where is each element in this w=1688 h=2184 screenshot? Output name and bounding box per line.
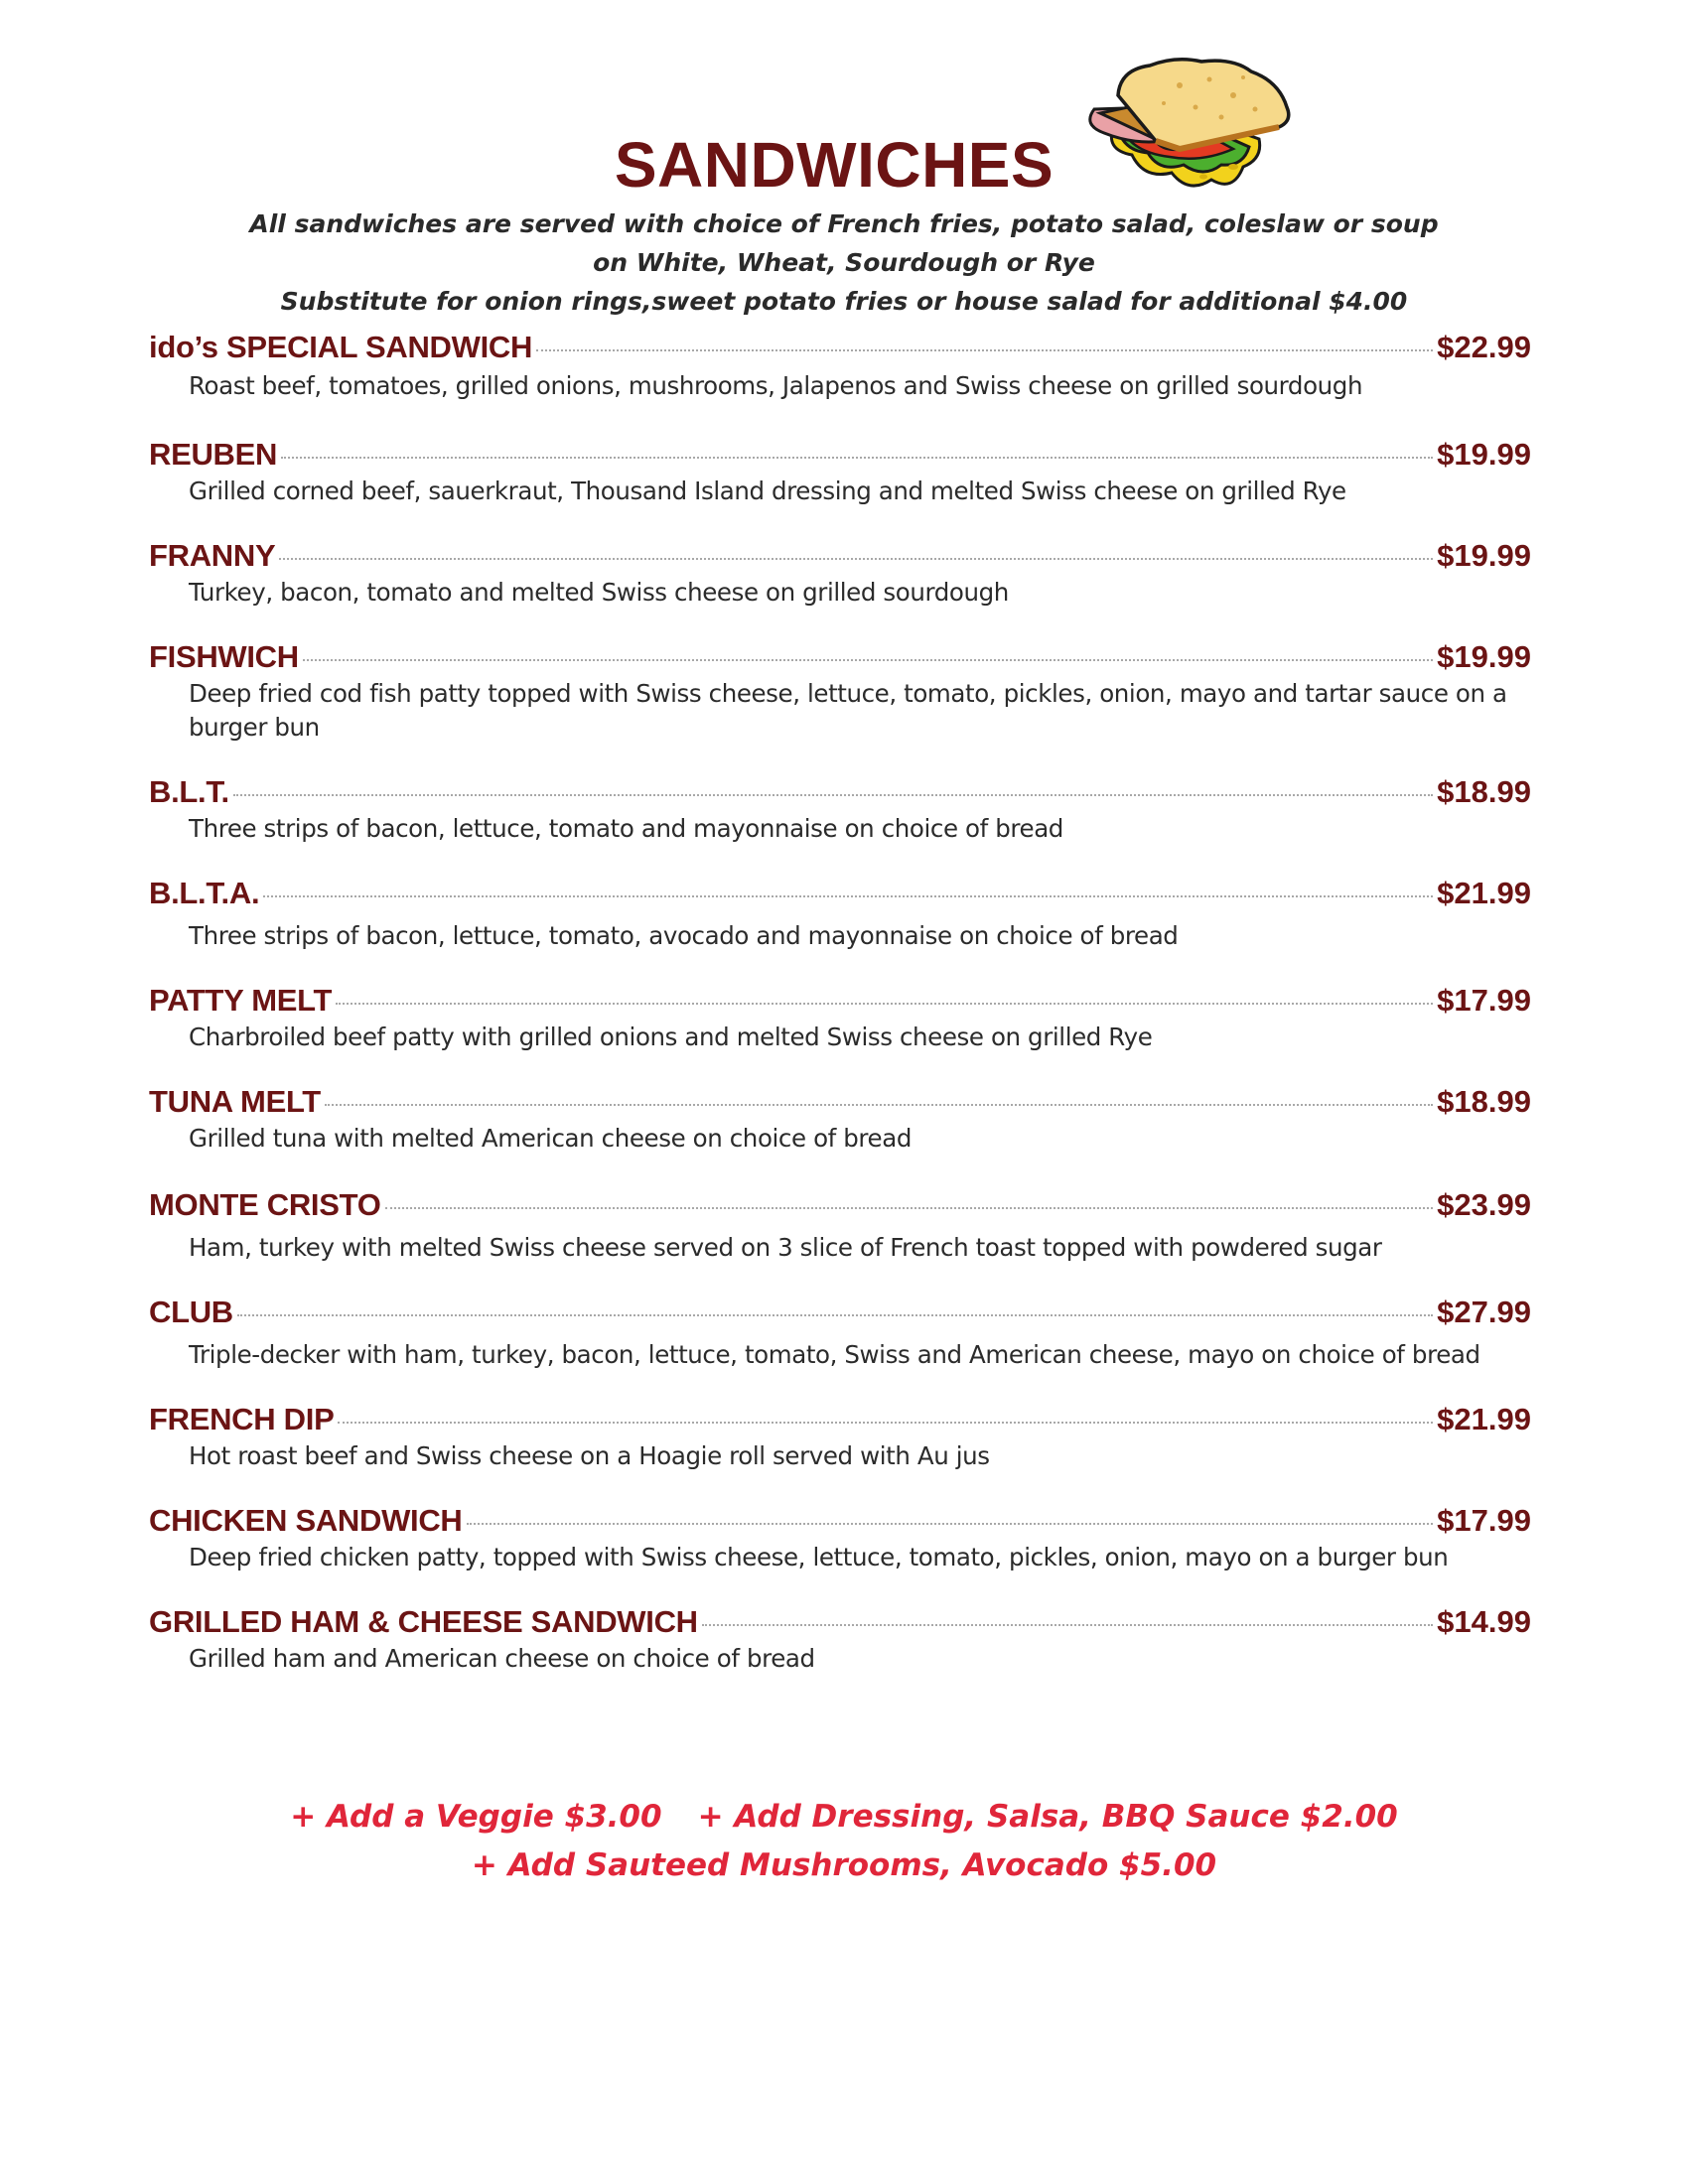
item-price: $22.99: [1437, 330, 1531, 364]
item-name: REUBEN: [149, 437, 278, 472]
item-description: Grilled tuna with melted American cheese on choice of bread: [189, 1124, 912, 1153]
item-name: B.L.T.: [149, 774, 229, 809]
dot-leader: [237, 1314, 1433, 1316]
item-price: $14.99: [1437, 1604, 1531, 1639]
serving-info-line: All sandwiches are served with choice of French fries, potato salad, coleslaw or soup: [249, 209, 1439, 238]
item-name: CLUB: [149, 1295, 233, 1329]
dot-leader: [467, 1523, 1434, 1525]
item-name: GRILLED HAM & CHEESE SANDWICH: [149, 1604, 698, 1639]
item-description: Triple-decker with ham, turkey, bacon, lettuce, tomato, Swiss and American cheese, mayo on choice of bread: [189, 1340, 1480, 1369]
item-name: FISHWICH: [149, 639, 299, 674]
serving-info-line: Substitute for onion rings,sweet potato fries or house salad for additional $4.00: [280, 287, 1408, 316]
item-name: FRANNY: [149, 538, 276, 573]
serving-info-line: on White, Wheat, Sourdough or Rye: [593, 248, 1095, 277]
item-name: CHICKEN SANDWICH: [149, 1503, 463, 1538]
item-price: $21.99: [1437, 876, 1531, 910]
item-name: PATTY MELT: [149, 983, 333, 1018]
item-description: Grilled corned beef, sauerkraut, Thousand Island dressing and melted Swiss cheese on grilled Rye: [189, 477, 1346, 505]
dot-leader: [303, 659, 1433, 661]
item-name: ido’s SPECIAL SANDWICH: [149, 330, 533, 364]
addon-veggie: + Add a Veggie $3.00: [290, 1799, 662, 1835]
dot-leader: [702, 1624, 1433, 1626]
item-description: Three strips of bacon, lettuce, tomato, avocado and mayonnaise on choice of bread: [189, 921, 1179, 950]
dot-leader: [336, 1003, 1433, 1005]
item-description: Charbroiled beef patty with grilled onions and melted Swiss cheese on grilled Rye: [189, 1023, 1153, 1051]
item-name: FRENCH DIP: [149, 1402, 335, 1436]
item-name: TUNA MELT: [149, 1084, 321, 1119]
item-price: $19.99: [1437, 538, 1531, 573]
menu-item: [149, 536, 1531, 610]
item-price: $23.99: [1437, 1187, 1531, 1222]
item-price: $17.99: [1437, 983, 1531, 1018]
sandwich-icon: [1084, 56, 1305, 205]
dot-leader: [263, 895, 1433, 897]
item-name: B.L.T.A.: [149, 876, 260, 910]
menu-item: [149, 328, 1531, 403]
menu-item: [149, 981, 1531, 1054]
item-description: Grilled ham and American cheese on choice of bread: [189, 1644, 815, 1673]
item-description: Turkey, bacon, tomato and melted Swiss cheese on grilled sourdough: [189, 578, 1009, 607]
item-description: Deep fried chicken patty, topped with Swiss cheese, lettuce, tomato, pickles, onion, mayo on a burger bun: [189, 1543, 1449, 1571]
dot-leader: [385, 1207, 1434, 1209]
menu-item: [149, 1501, 1531, 1574]
menu-item: [149, 1293, 1531, 1372]
item-price: $17.99: [1437, 1503, 1531, 1538]
item-price: $19.99: [1437, 639, 1531, 674]
item-price: $19.99: [1437, 437, 1531, 472]
add-ons: [0, 1793, 1688, 1890]
dot-leader: [281, 457, 1433, 459]
item-price: $18.99: [1437, 1084, 1531, 1119]
item-price: $21.99: [1437, 1402, 1531, 1436]
menu-item: [149, 435, 1531, 508]
menu-item: [149, 874, 1531, 953]
item-price: $27.99: [1437, 1295, 1531, 1329]
serving-info: [0, 205, 1688, 321]
dot-leader: [536, 349, 1433, 351]
item-description: Hot roast beef and Swiss cheese on a Hoagie roll served with Au jus: [189, 1441, 990, 1470]
addon-mushrooms: + Add Sauteed Mushrooms, Avocado $5.00: [471, 1847, 1217, 1883]
item-description: Roast beef, tomatoes, grilled onions, mushrooms, Jalapenos and Swiss cheese on grilled sourdough: [189, 371, 1363, 400]
item-price: $18.99: [1437, 774, 1531, 809]
menu-item: [149, 1602, 1531, 1676]
menu-item: [149, 1400, 1531, 1473]
dot-leader: [279, 558, 1433, 560]
dot-leader: [325, 1104, 1433, 1106]
item-description: Deep fried cod fish patty topped with Swiss cheese, lettuce, tomato, pickles, onion, mayo and tartar sauce on a burger bun: [189, 679, 1507, 742]
dot-leader: [338, 1422, 1433, 1424]
item-description: Ham, turkey with melted Swiss cheese served on 3 slice of French toast topped with powdered sugar: [189, 1233, 1382, 1262]
menu-item: [149, 637, 1531, 745]
dot-leader: [233, 794, 1433, 796]
item-name: MONTE CRISTO: [149, 1187, 381, 1222]
page-title: SANDWICHES: [614, 129, 1055, 201]
menu-item: [149, 1082, 1531, 1156]
item-description: Three strips of bacon, lettuce, tomato and mayonnaise on choice of bread: [189, 814, 1063, 843]
menu-item: [149, 1185, 1531, 1265]
menu-item: [149, 772, 1531, 846]
addon-dressing: + Add Dressing, Salsa, BBQ Sauce $2.00: [697, 1799, 1398, 1835]
